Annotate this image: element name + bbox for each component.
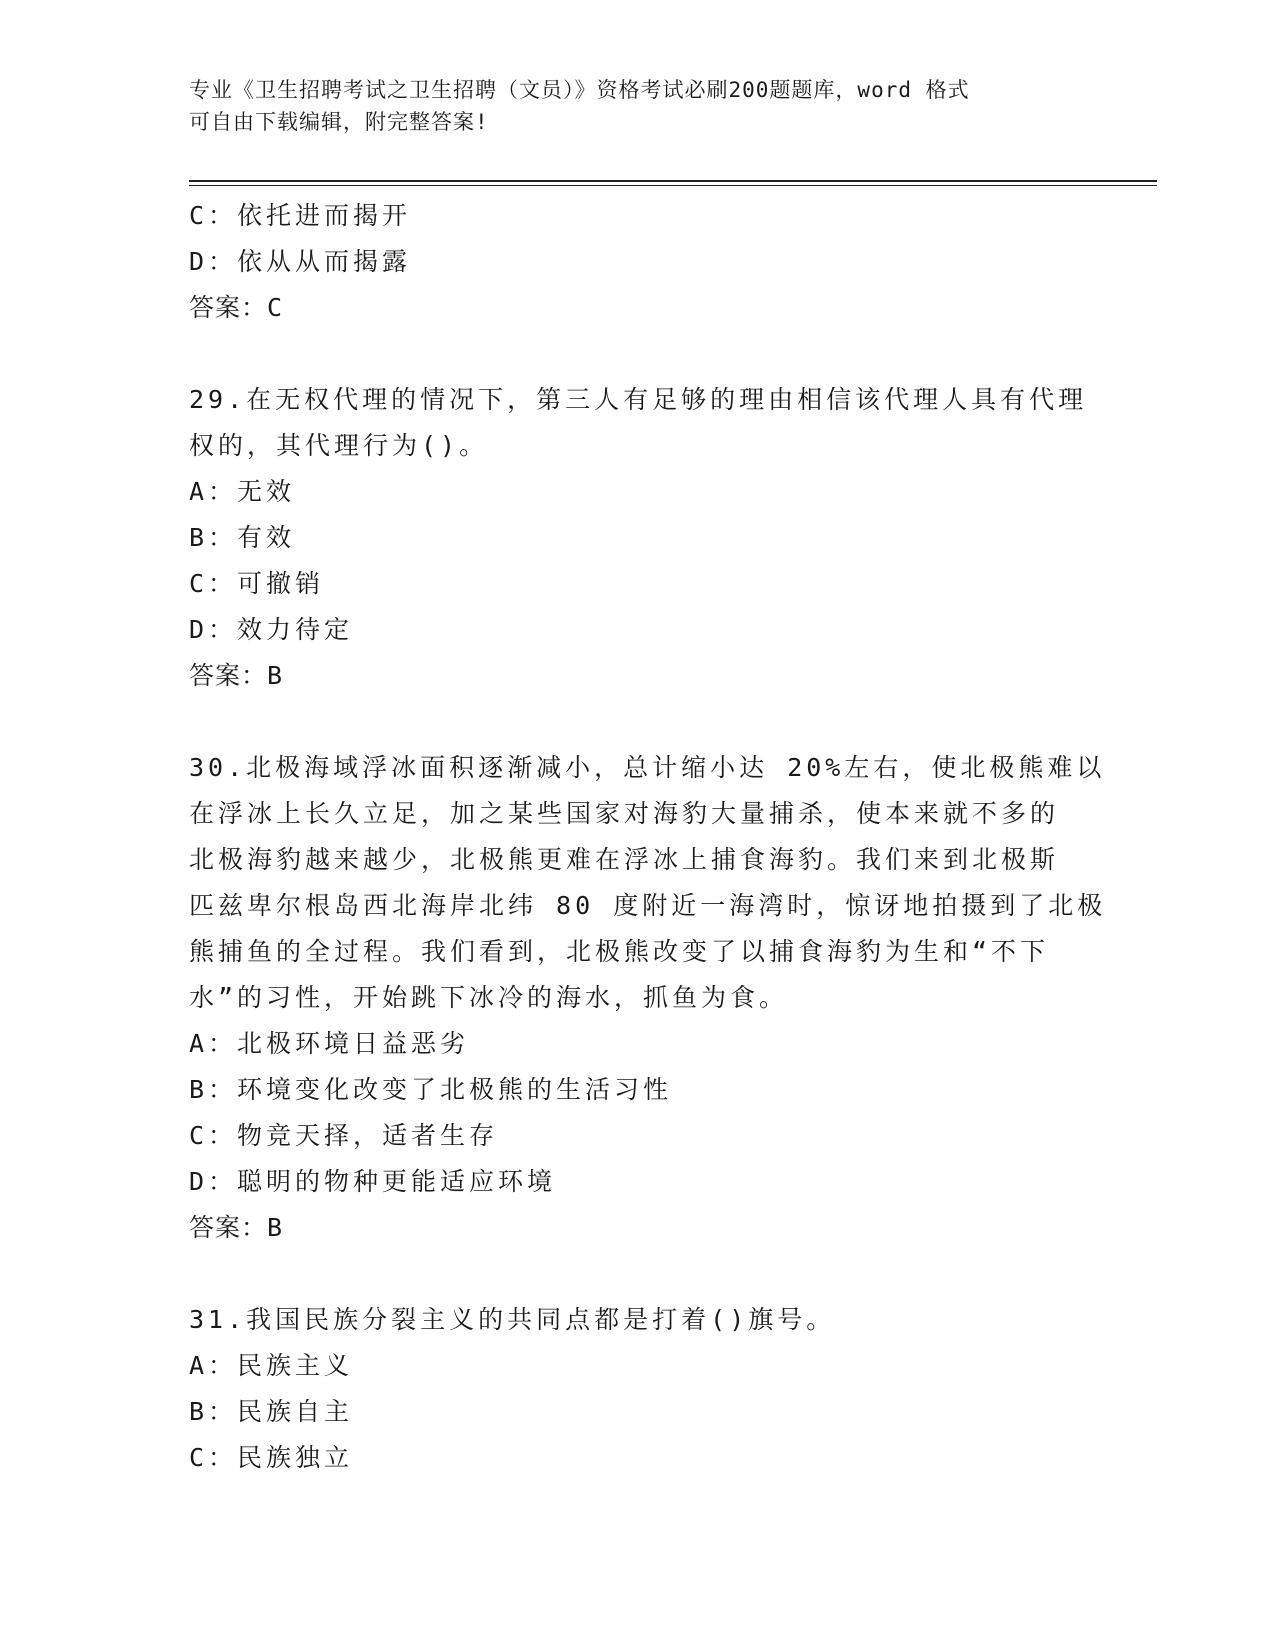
answer-line: 答案：B bbox=[189, 661, 284, 690]
question-29 bbox=[189, 377, 1089, 699]
option-d: D：效力待定 bbox=[189, 615, 354, 644]
option-c: C：可撤销 bbox=[189, 569, 325, 598]
previous-question-tail bbox=[189, 193, 1089, 331]
option-c: C：物竞天择，适者生存 bbox=[189, 1121, 499, 1150]
header-rule-thin bbox=[189, 185, 1157, 186]
question-text: 31.我国民族分裂主义的共同点都是打着()旗号。 bbox=[189, 1305, 836, 1334]
header-line-2: 可自由下载编辑，附完整答案! bbox=[189, 110, 489, 134]
question-31 bbox=[189, 1297, 1089, 1481]
header-line-1: 专业《卫生招聘考试之卫生招聘（文员）》资格考试必刷200题题库，word 格式 bbox=[189, 78, 970, 102]
question-text: 水”的习性，开始跳下冰冷的海水，抓鱼为食。 bbox=[189, 983, 789, 1012]
answer-line: 答案：B bbox=[189, 1213, 284, 1242]
spacer bbox=[189, 1251, 1089, 1297]
spacer bbox=[189, 699, 1089, 745]
option-b: B：民族自主 bbox=[189, 1397, 354, 1426]
document-header bbox=[189, 74, 1089, 138]
option-b: B：有效 bbox=[189, 523, 296, 552]
question-text: 30.北极海域浮冰面积逐渐减小，总计缩小达 20%左右，使北极熊难以 bbox=[189, 753, 1106, 782]
spacer bbox=[189, 331, 1089, 377]
option-a: A：民族主义 bbox=[189, 1351, 354, 1380]
option-c: C：民族独立 bbox=[189, 1443, 354, 1472]
question-text: 匹兹卑尔根岛西北海岸北纬 80 度附近一海湾时，惊讶地拍摄到了北极 bbox=[189, 891, 1107, 920]
answer-line: 答案：C bbox=[189, 293, 284, 322]
header-rule-thick bbox=[189, 180, 1157, 182]
question-text: 北极海豹越来越少，北极熊更难在浮冰上捕食海豹。我们来到北极斯 bbox=[189, 845, 1060, 874]
option-d: D：聪明的物种更能适应环境 bbox=[189, 1167, 557, 1196]
option-c: C：依托进而揭开 bbox=[189, 201, 412, 230]
option-d: D：依从从而揭露 bbox=[189, 247, 412, 276]
document-body bbox=[189, 193, 1107, 1481]
option-a: A：北极环境日益恶劣 bbox=[189, 1029, 470, 1058]
option-b: B：环境变化改变了北极熊的生活习性 bbox=[189, 1075, 673, 1104]
question-text: 29.在无权代理的情况下，第三人有足够的理由相信该代理人具有代理 bbox=[189, 385, 1088, 414]
question-30 bbox=[189, 745, 1107, 1251]
question-text: 在浮冰上长久立足，加之某些国家对海豹大量捕杀，使本来就不多的 bbox=[189, 799, 1060, 828]
option-a: A：无效 bbox=[189, 477, 296, 506]
question-text: 权的，其代理行为()。 bbox=[189, 431, 489, 460]
question-text: 熊捕鱼的全过程。我们看到，北极熊改变了以捕食海豹为生和“不下 bbox=[189, 937, 1050, 966]
